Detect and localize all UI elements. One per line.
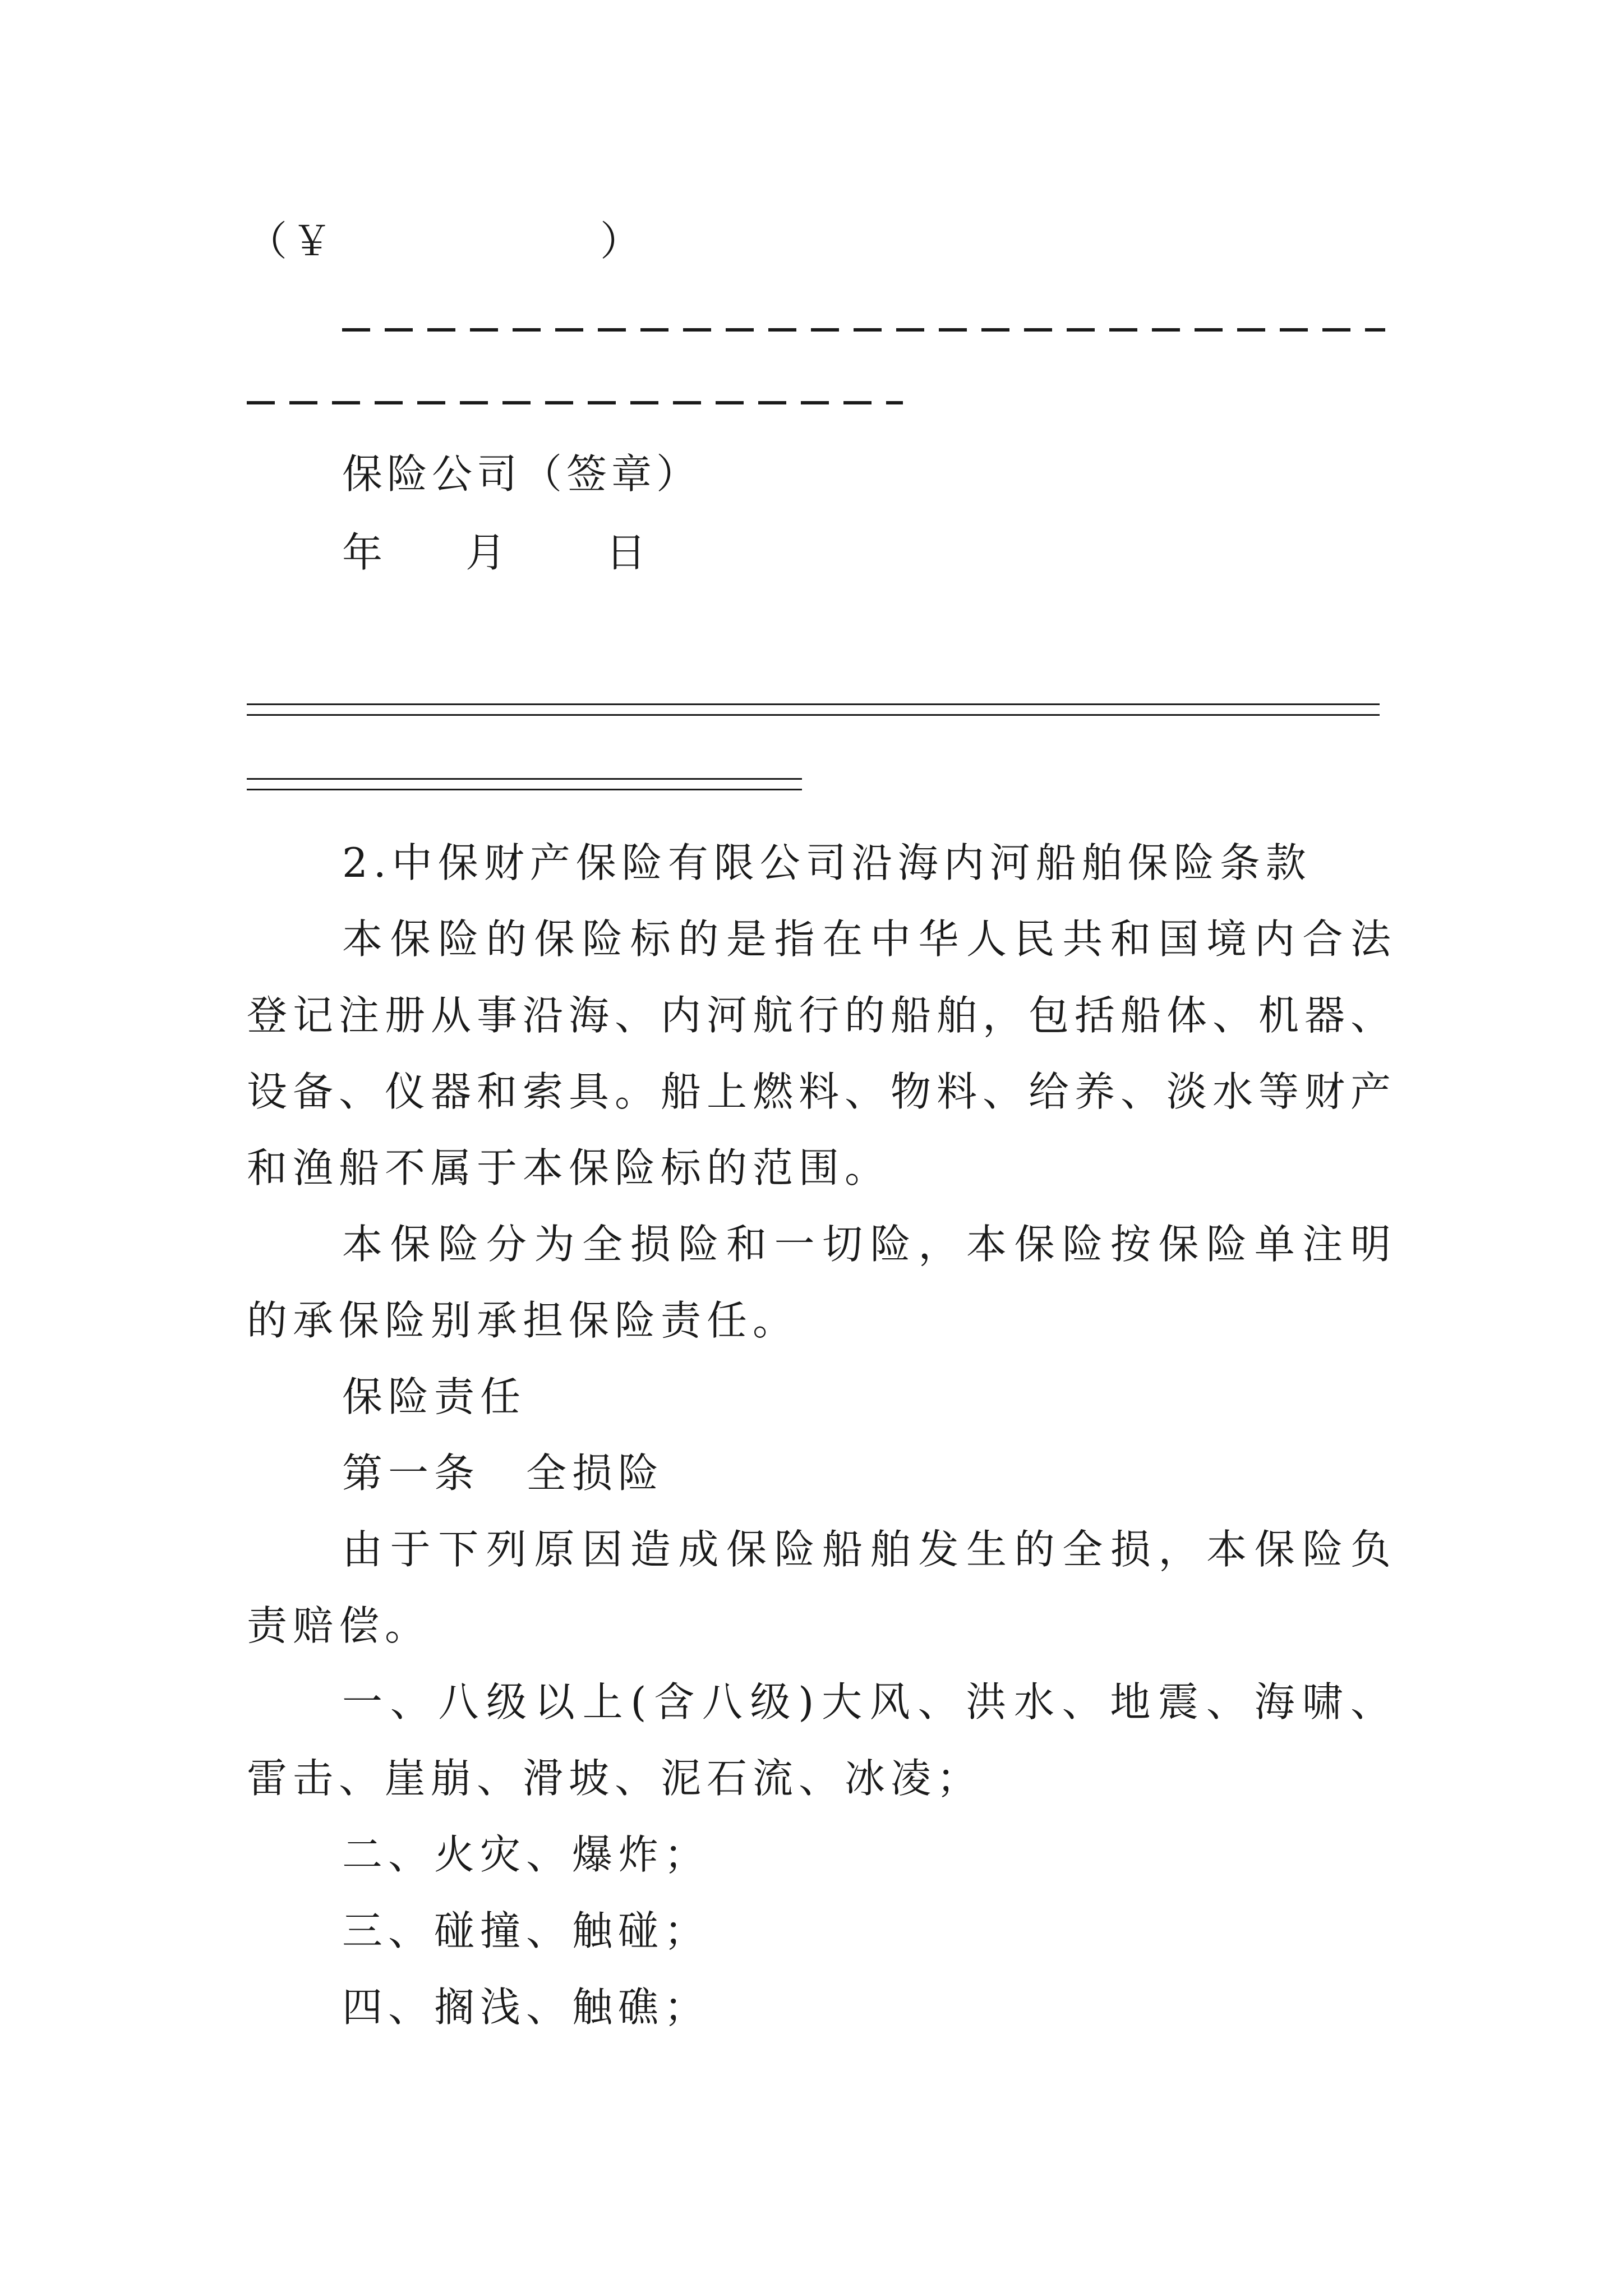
paragraph-subject-matter: 本保险的保险标的是指在中华人民共和国境内合法登记注册从事沿海、内河航行的船舶，包括船体、机器、设备、仪器和索具。船上燃料、物料、给养、淡水等财产和渔船不属于本保险标的范围。 [247,915,1397,1191]
amount-line [247,213,645,269]
list-item-2: 二、火灾、爆炸； [342,1831,711,1878]
dashed-separator [342,328,1385,332]
date-month-label: 月 [465,529,511,576]
list-item-4: 四、搁浅、触礁； [342,1984,711,2031]
heading-article-one: 第一条 全损险 [342,1450,665,1497]
dashed-separator-continued [247,401,903,404]
date-year-label: 年 [342,529,388,576]
amount-open: （￥ [247,218,337,265]
double-line-separator-continued [247,778,802,790]
clause-document [247,825,1396,2045]
date-day-label: 日 [606,529,651,576]
paragraph-total-loss-intro: 由于下列原因造成保险船舶发生的全损，本保险负责赔偿。 [247,1526,1396,1649]
section-title: 2.中保财产保险有限公司沿海内河船舶保险条款 [342,839,1312,886]
amount-close: ） [600,218,645,265]
heading-insurance-liability: 保险责任 [342,1373,527,1420]
list-item-3: 三、碰撞、触碰； [342,1907,711,1954]
company-signature-label: 保险公司（签章） [342,450,702,498]
double-line-separator [247,703,1380,716]
paragraph-coverage-types: 本保险分为全损险和一切险，本保险按保险单注明的承保险别承担保险责任。 [247,1221,1396,1344]
list-item-1: 一、八级以上(含八级)大风、洪水、地震、海啸、雷击、崖崩、滑坡、泥石流、冰凌； [247,1678,1396,1802]
